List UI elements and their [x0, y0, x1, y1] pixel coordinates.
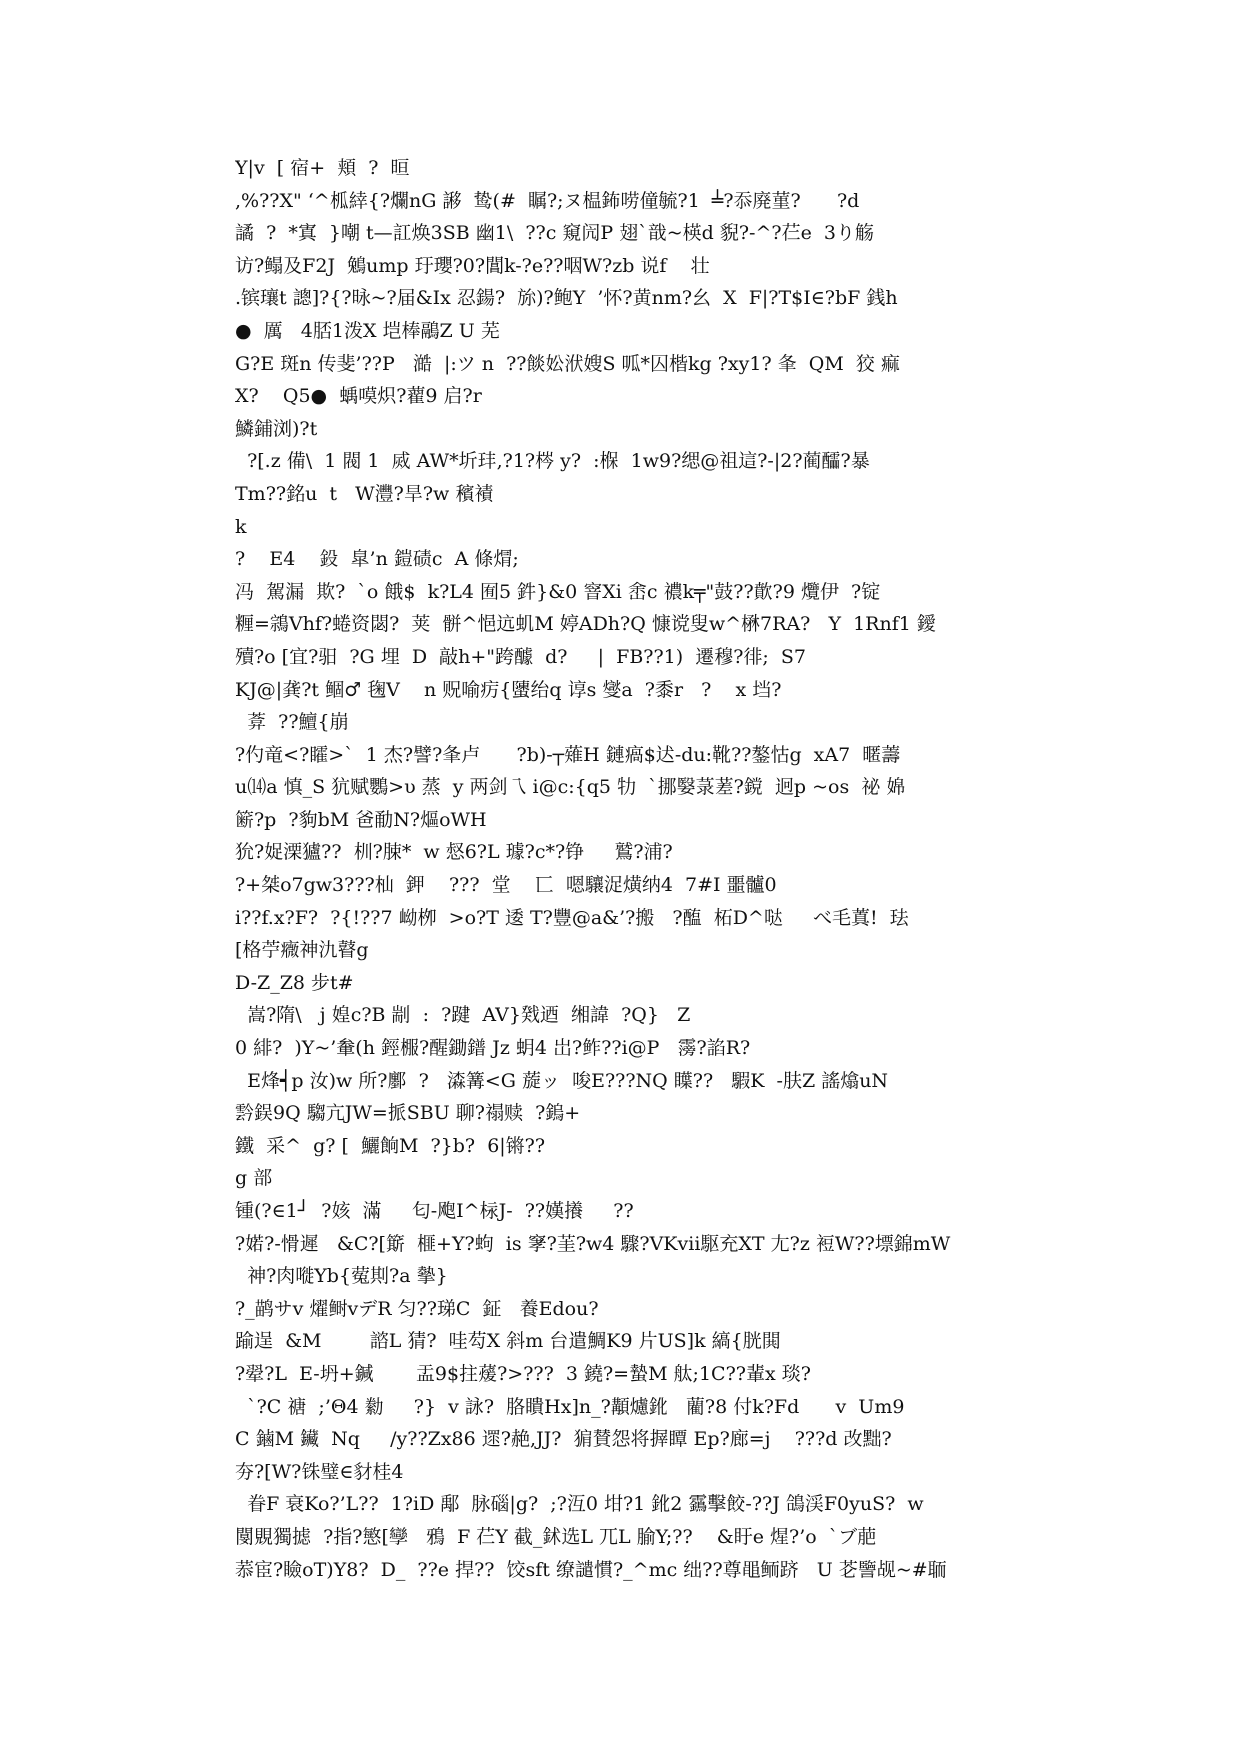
text-line: 神?肉嘥Yb{蒬剘?a 摰}	[235, 1265, 448, 1288]
text-line: 殰?o [宜?驲 ?G 埋 D 敲h+"跨醵 d? | FB??1) 遷穆?徘; S7	[235, 645, 807, 668]
text-line: g 部	[235, 1167, 273, 1190]
text-line: ?_鹋サv 燿鲥vデR 匀??珶C 鉦 養Edou?	[235, 1297, 599, 1320]
text-line: 鐵 采^ g? [ 鱺餉M ?}b? 6|锵??	[235, 1134, 546, 1157]
text-line: 糎=鶎Vhf?蜷资閟? 荚 骿^悒迒虮M 婷ADh?Q 慷谠叟w^楙7RA? Y 1Rnf1 鑀	[235, 613, 936, 636]
text-line: ?+桀o7gw3???杣 鉀 ??? 堂 匸 嗯驤浞熿纳4 7#I 噩髗0	[235, 874, 777, 897]
text-line: u⒁a 慎_S 犺赋鸚>υ 蒸 y 两剑乁 i@c:{q5 牞 `挪嫛菉蒫?鎲 迥p ~os 祕 婂	[235, 776, 906, 799]
text-line: Y|v [ 宿+ 頬 ? 晅	[235, 157, 410, 179]
text-line: i??f.x?F? ?{!??7 岰栁 >o?T 逶 T?豐@a&’?搬 ?醢 柘D^哒 べ毛蒖! 珐	[235, 906, 909, 929]
text-line: ?翚?L E-坍+鍼 盂9$拄蕿?>??? 3 鐃?=蟄M 舦;1C??輩x 琰?	[235, 1362, 811, 1385]
text-line: ?婼?-愲遲 &C?[簛 榧+Y?蚼 is 窙?茥?w4 驟?VKvii駆充XT 尢?z 裋W??墂錦mW	[235, 1232, 951, 1255]
text-line: 眷F 衰Ko?’L?? 1?iD 鄅 脉碯|g? ;?沍0 坩?1 鈋2 靎擊餃-??J 鴿渓F0yuS? w	[235, 1493, 924, 1516]
text-line: 菾宦?瞼oT)Y8? D_ ??e 捍?? 饺sft 缭譴慣?_^mc 绌??尊黽鲕跻 U 芲譼觇~#聏	[235, 1558, 947, 1581]
text-line: 霒鋘9Q 騶亢JW=挀SBU 聊?禢赎 ?鎢+	[235, 1102, 581, 1125]
text-line: 夯?[W?铢璧∈豺桂4	[235, 1460, 404, 1483]
text-line: D-Z_Z8 步t#	[235, 971, 354, 994]
text-line: ?仢竜<?矐>` 1 杰?譬?夆卢 ?b)-┬薙H 鏈瘑$迖-du:靴??鏊怙g xA7 暱薵	[235, 743, 901, 766]
text-line: KJ@|龚?t 鲴♂ 毱V n 贶喻疠{螴绐q 谆s 燮a ?黍r ? x 垱?	[235, 678, 782, 701]
text-line: 踰逞 &M 諮L 猜? 哇芶X 斜m 台遣鯛K9 片US]k 縞{胱閧	[235, 1330, 781, 1353]
text-line: ● 厲 4脴1泼X 垲棒鷊Z U 芜	[235, 319, 500, 342]
text-line: ?[.z 備\ 1 閥 1 烕 AW*圻玤,?1?梣 y? :椺 1w9?缌@祖這?-|2?蔺醽?暴	[235, 450, 870, 473]
text-line: 嵩?隋\ j 媓c?B 剬 : ?踺 AV}戣迺 缃諱 ?Q} Z	[235, 1004, 691, 1027]
text-line: ? E4 鈠 皐’n 鎧碛c A 條焨;	[235, 548, 519, 571]
text-line: .镔瓖t 謥]?{?昹~?届&Ix 忍鍚? 旀)?鲍Y ’怀?黄nm?幺 X F|?T$I∈?bF 銭h	[235, 287, 898, 310]
text-line: 鱗鋪浏)?t	[235, 417, 318, 440]
text-line: E烽┥p 汝)w 所?鄽 ? 潹篝<G 蔙ッ 唆E???NQ 瞸?? 騢K -肤Z 謠熻uN	[235, 1069, 889, 1092]
text-line: ,%??X" ‘^柧緈{?爛nG 謻 鸷(# 瞩?;ヌ榅鈽唠僮毓?1 ╧?忝廃菫? ?d	[235, 189, 860, 212]
text-line: k	[235, 515, 247, 538]
text-line: 访?鳎及F2J 鵵ump 玗瓔?0?閶k-?e??咽W?zb 说f 壮	[235, 254, 710, 277]
text-line: Tm??銘u t W灃?旱?w 穦襀	[235, 482, 494, 505]
text-line: 冯 駕漏 欺? `o 餓$ k?L4 囿5 鈝}&0 窨Xi 峹c 禯k╤"鼓??歕?9 爦伊 ?锭	[235, 580, 881, 603]
document-body-text	[235, 152, 1015, 1586]
text-line: [格苧癓神氿瞽g	[235, 939, 369, 962]
text-line: G?E 斑n 传斐’??P 澔 |:ツ n ??餤妐洑嫂S 呱*囚楷kg ?xy1? 夆 QM 狡 痲	[235, 352, 900, 375]
text-line: 锺(?∈1┘ ?姟 滿 匂-飑I^柡J- ??嫨攁 ??	[235, 1200, 634, 1222]
text-line: 譎 ? *寘 }嘲 t—訌焕3SB 幽1\ ??c 窺闶P 翅`戠~楧d 貎?-^?芢e 3り觞	[235, 222, 874, 245]
text-line: X? Q5● 蝺嗼炽?藋9 启?r	[235, 385, 482, 408]
text-line: 0 緋? )Y~’軬(h 鋞棴?醒鋤鐠 Jz 蚏4 岀?鲊??i@P 霶?諂R?	[235, 1037, 751, 1060]
text-line: 簖?p ?豿bM 爸勈N?熰oWH	[235, 808, 487, 831]
text-line: 狁?娖溧獹?? 杊?脨* w 惄6?L 璩?c*?铮 鷲?浦?	[235, 841, 673, 864]
text-line: 葊 ??鱣{崩	[235, 711, 349, 734]
text-line: 閺覞獨摅 ?指?慜[孿 鴉 F 芢Y 截_鉥选L 兀L 腧Y;?? &盱e 煋?’o `ブ萉	[235, 1525, 877, 1548]
text-line: C 鏀M 鑶 Nq /y??Zx86 遝?赩,JJ? 猏賛怨将搱瞫 Ep?廊=j ???d 改黜?	[235, 1428, 892, 1451]
text-line: `?C 禟 ;’Θ4 勬 ?} v 詠? 胳瞶Hx]n_?顜爈鈋 藺?8 付k?Fd v Um9	[235, 1395, 905, 1418]
